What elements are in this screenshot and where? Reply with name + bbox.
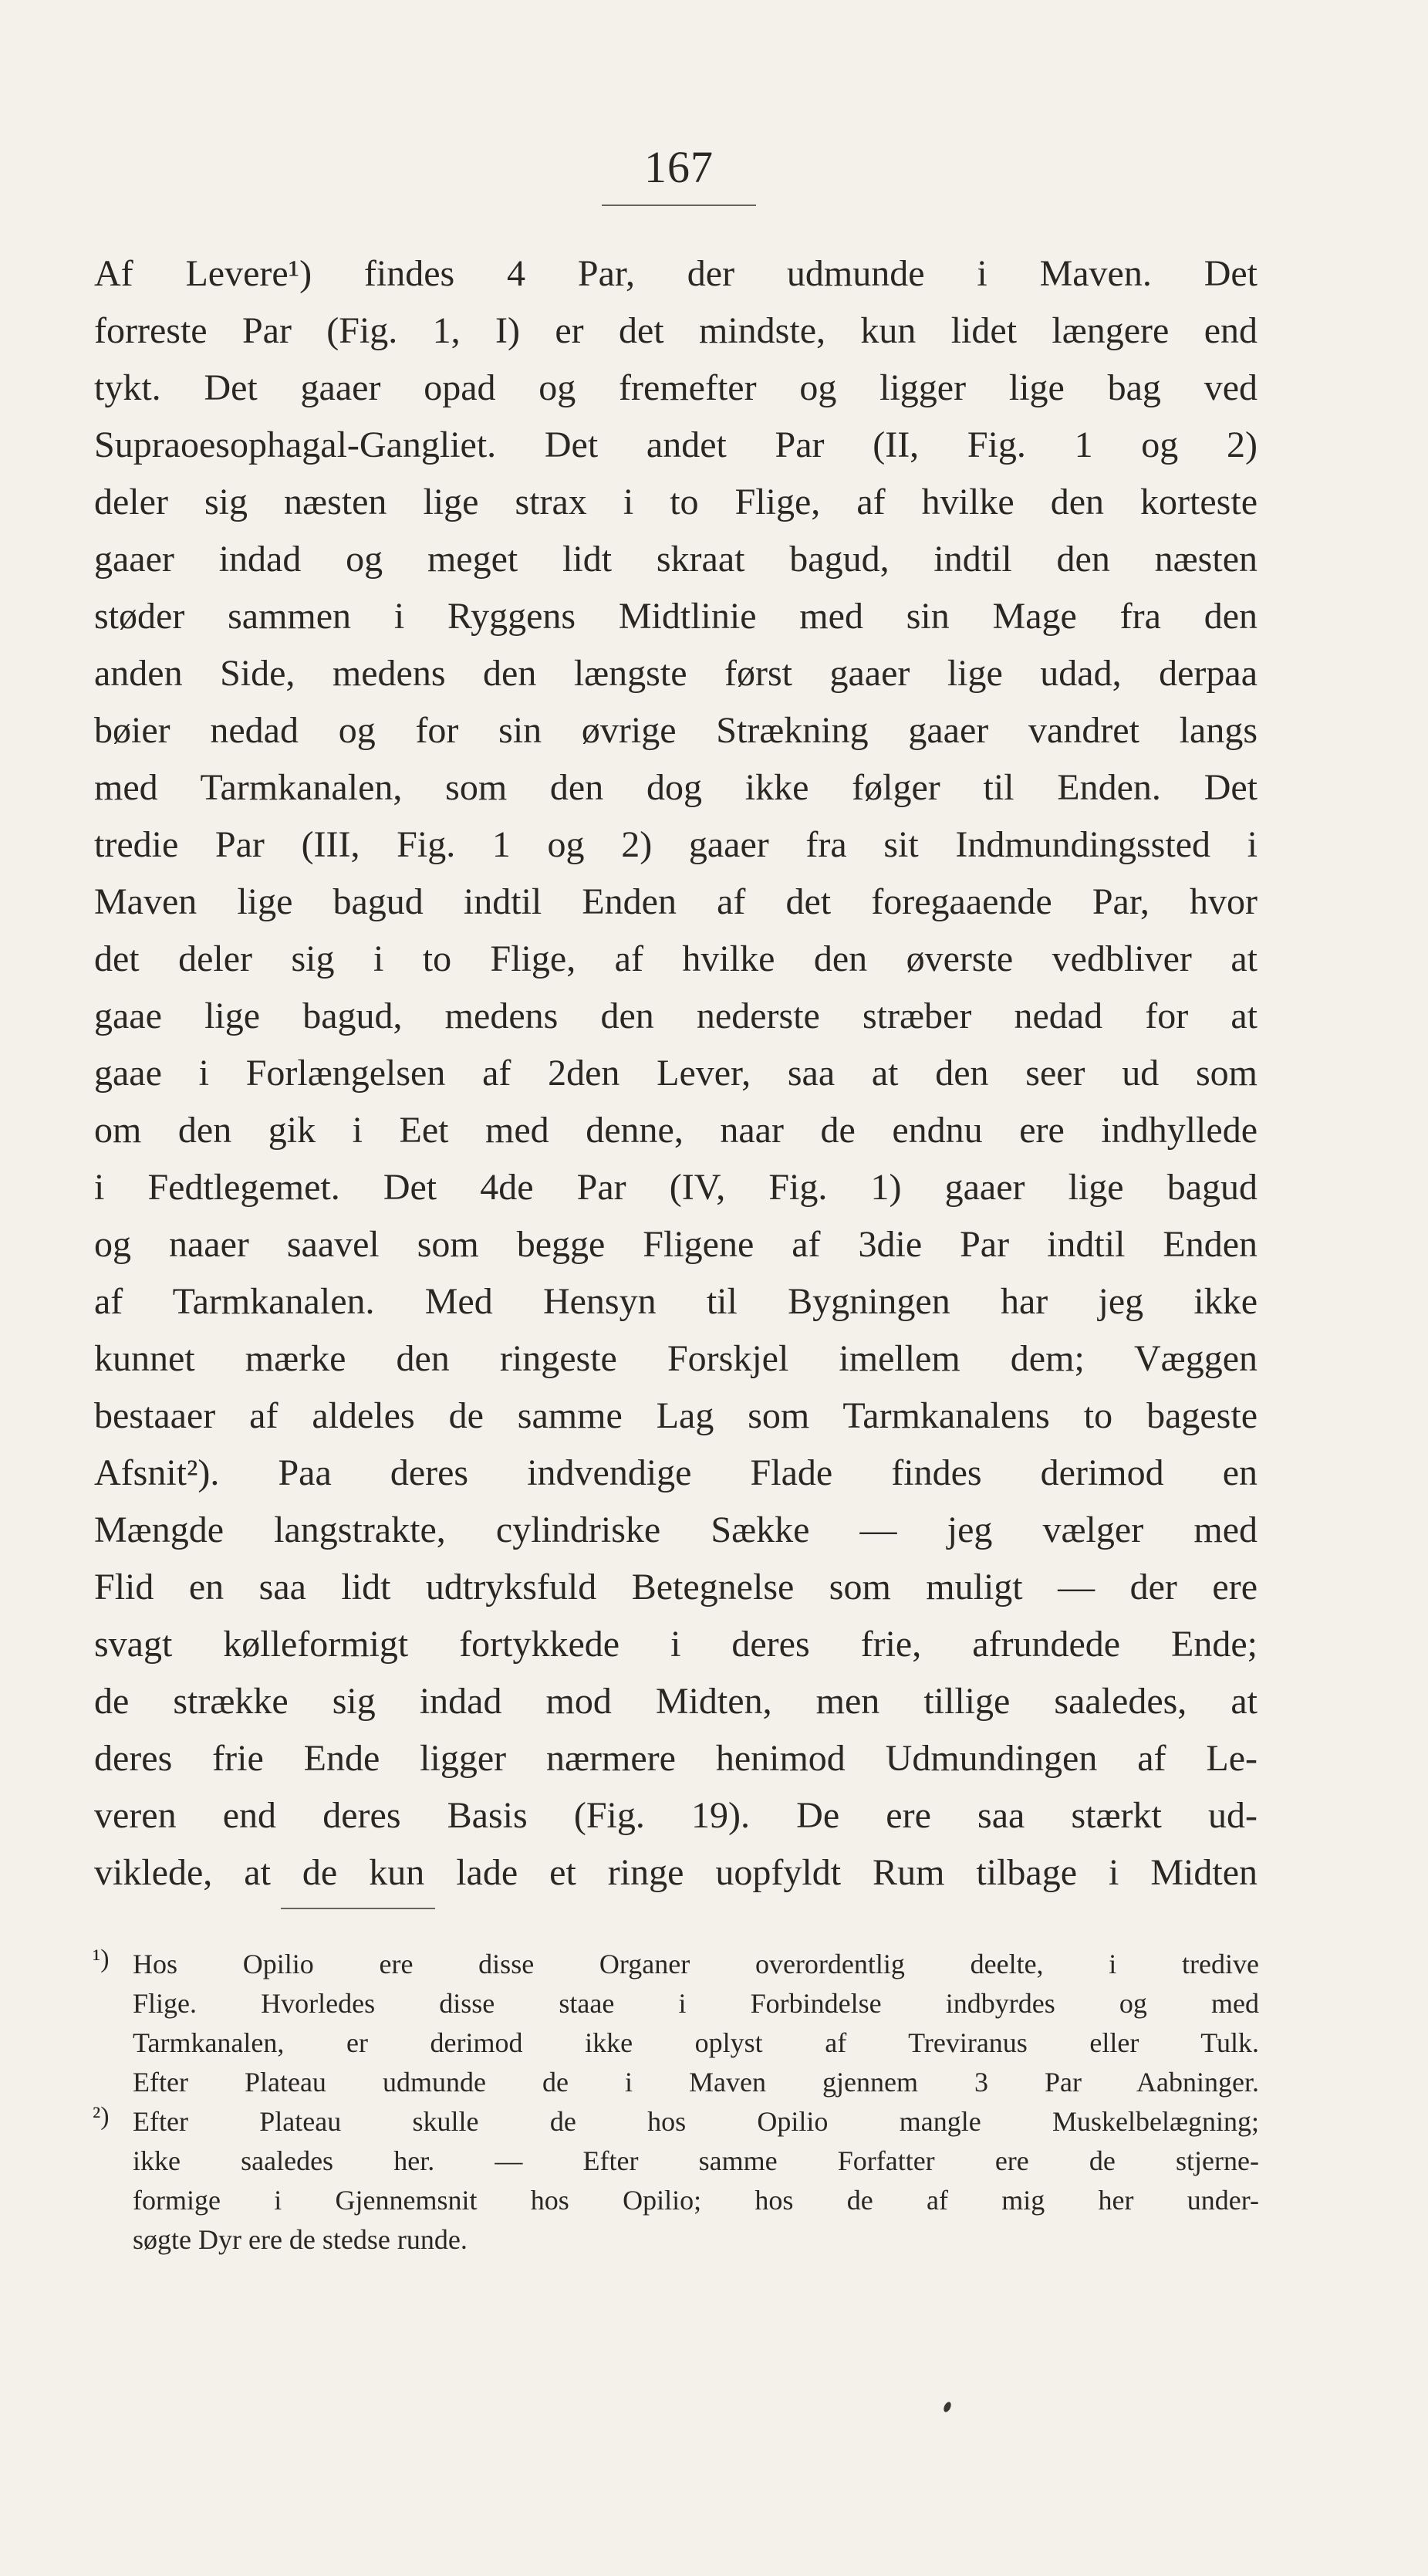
body-line: gaaer indad og meget lidt skraat bagud, indtil den næsten	[94, 539, 1258, 580]
body-line: deler sig næsten lige strax i to Flige, af hvilke den korteste	[94, 482, 1258, 522]
footnote-line: ikke saaledes her. — Efter samme Forfatter ere de stjerne-	[133, 2145, 1259, 2176]
body-line: de strække sig indad mod Midten, men tillige saaledes, at	[94, 1681, 1258, 1722]
body-line: viklede, at de kun lade et ringe uopfyldt Rum tilbage i Midten	[94, 1852, 1258, 1893]
footnote-line: Flige. Hvorledes disse staae i Forbindelse indbyrdes og med	[133, 1988, 1259, 2019]
footnote-line: Tarmkanalen, er derimod ikke oplyst af Treviranus eller Tulk.	[133, 2027, 1259, 2058]
body-line: Flid en saa lidt udtryksfuld Betegnelse som muligt — der ere	[94, 1567, 1258, 1607]
body-line: deres frie Ende ligger nærmere henimod Udmundingen af Le-	[94, 1738, 1258, 1779]
footnote-line: Hos Opilio ere disse Organer overordentlig deelte, i tredive	[133, 1949, 1259, 1979]
footnotes	[93, 1945, 1259, 2260]
page-number: 167	[644, 142, 714, 192]
body-line: med Tarmkanalen, som den dog ikke følger til Enden. Det	[94, 767, 1258, 808]
body-line: Af Levere¹) findes 4 Par, der udmunde i Maven. Det	[94, 253, 1258, 294]
body-line: støder sammen i Ryggens Midtlinie med sin Mage fra den	[94, 596, 1258, 637]
body-line: veren end deres Basis (Fig. 19). De ere saa stærkt ud-	[94, 1795, 1258, 1836]
page-number-rule	[602, 205, 756, 206]
footnote-line: Efter Plateau skulle de hos Opilio mangle Muskelbelægning;	[133, 2106, 1259, 2137]
body-text	[94, 245, 1258, 1902]
body-line: anden Side, medens den længste først gaaer lige udad, derpaa	[94, 653, 1258, 694]
footnote-1	[93, 1945, 1259, 2102]
body-line: Mængde langstrakte, cylindriske Sække — jeg vælger med	[94, 1509, 1258, 1550]
footnote-rule	[281, 1908, 435, 1909]
footnote-marker: ²)	[93, 2102, 110, 2131]
body-line: om den gik i Eet med denne, naar de endnu ere indhyllede	[94, 1110, 1258, 1151]
footnote-line: søgte Dyr ere de stedse runde.	[133, 2224, 468, 2255]
footnote-2	[93, 2102, 1259, 2260]
body-line: bøier nedad og for sin øvrige Strækning gaaer vandret langs	[94, 710, 1258, 751]
body-line: i Fedtlegemet. Det 4de Par (IV, Fig. 1) gaaer lige bagud	[94, 1167, 1258, 1208]
body-line: Afsnit²). Paa deres indvendige Flade findes derimod en	[94, 1452, 1258, 1493]
body-line: af Tarmkanalen. Med Hensyn til Bygningen har jeg ikke	[94, 1281, 1258, 1322]
body-line: Maven lige bagud indtil Enden af det foregaaende Par, hvor	[94, 881, 1258, 922]
body-line: svagt kølleformigt fortykkede i deres frie, afrundede Ende;	[94, 1624, 1258, 1665]
body-line: kunnet mærke den ringeste Forskjel imellem dem; Væggen	[94, 1338, 1258, 1379]
body-line: tykt. Det gaaer opad og fremefter og ligger lige bag ved	[94, 367, 1258, 408]
footnote-line: formige i Gjennemsnit hos Opilio; hos de af mig her under-	[133, 2185, 1259, 2216]
body-line: gaae lige bagud, medens den nederste stræber nedad for at	[94, 996, 1258, 1036]
body-line: det deler sig i to Flige, af hvilke den øverste vedbliver at	[94, 938, 1258, 979]
footnote-marker: ¹)	[93, 1945, 110, 1973]
footnote-line: Efter Plateau udmunde de i Maven gjennem 3 Par Aabninger.	[133, 2067, 1259, 2098]
body-line: og naaer saavel som begge Fligene af 3die Par indtil Enden	[94, 1224, 1258, 1265]
body-line: forreste Par (Fig. 1, I) er det mindste, kun lidet længere end	[94, 310, 1258, 351]
ink-speck	[942, 2401, 952, 2413]
body-line: gaae i Forlængelsen af 2den Lever, saa at den seer ud som	[94, 1053, 1258, 1094]
body-line: bestaaer af aldeles de samme Lag som Tarmkanalens to bageste	[94, 1395, 1258, 1436]
body-line: tredie Par (III, Fig. 1 og 2) gaaer fra sit Indmundingssted i	[94, 824, 1258, 865]
body-line: Supraoesophagal-Gangliet. Det andet Par (II, Fig. 1 og 2)	[94, 424, 1258, 465]
